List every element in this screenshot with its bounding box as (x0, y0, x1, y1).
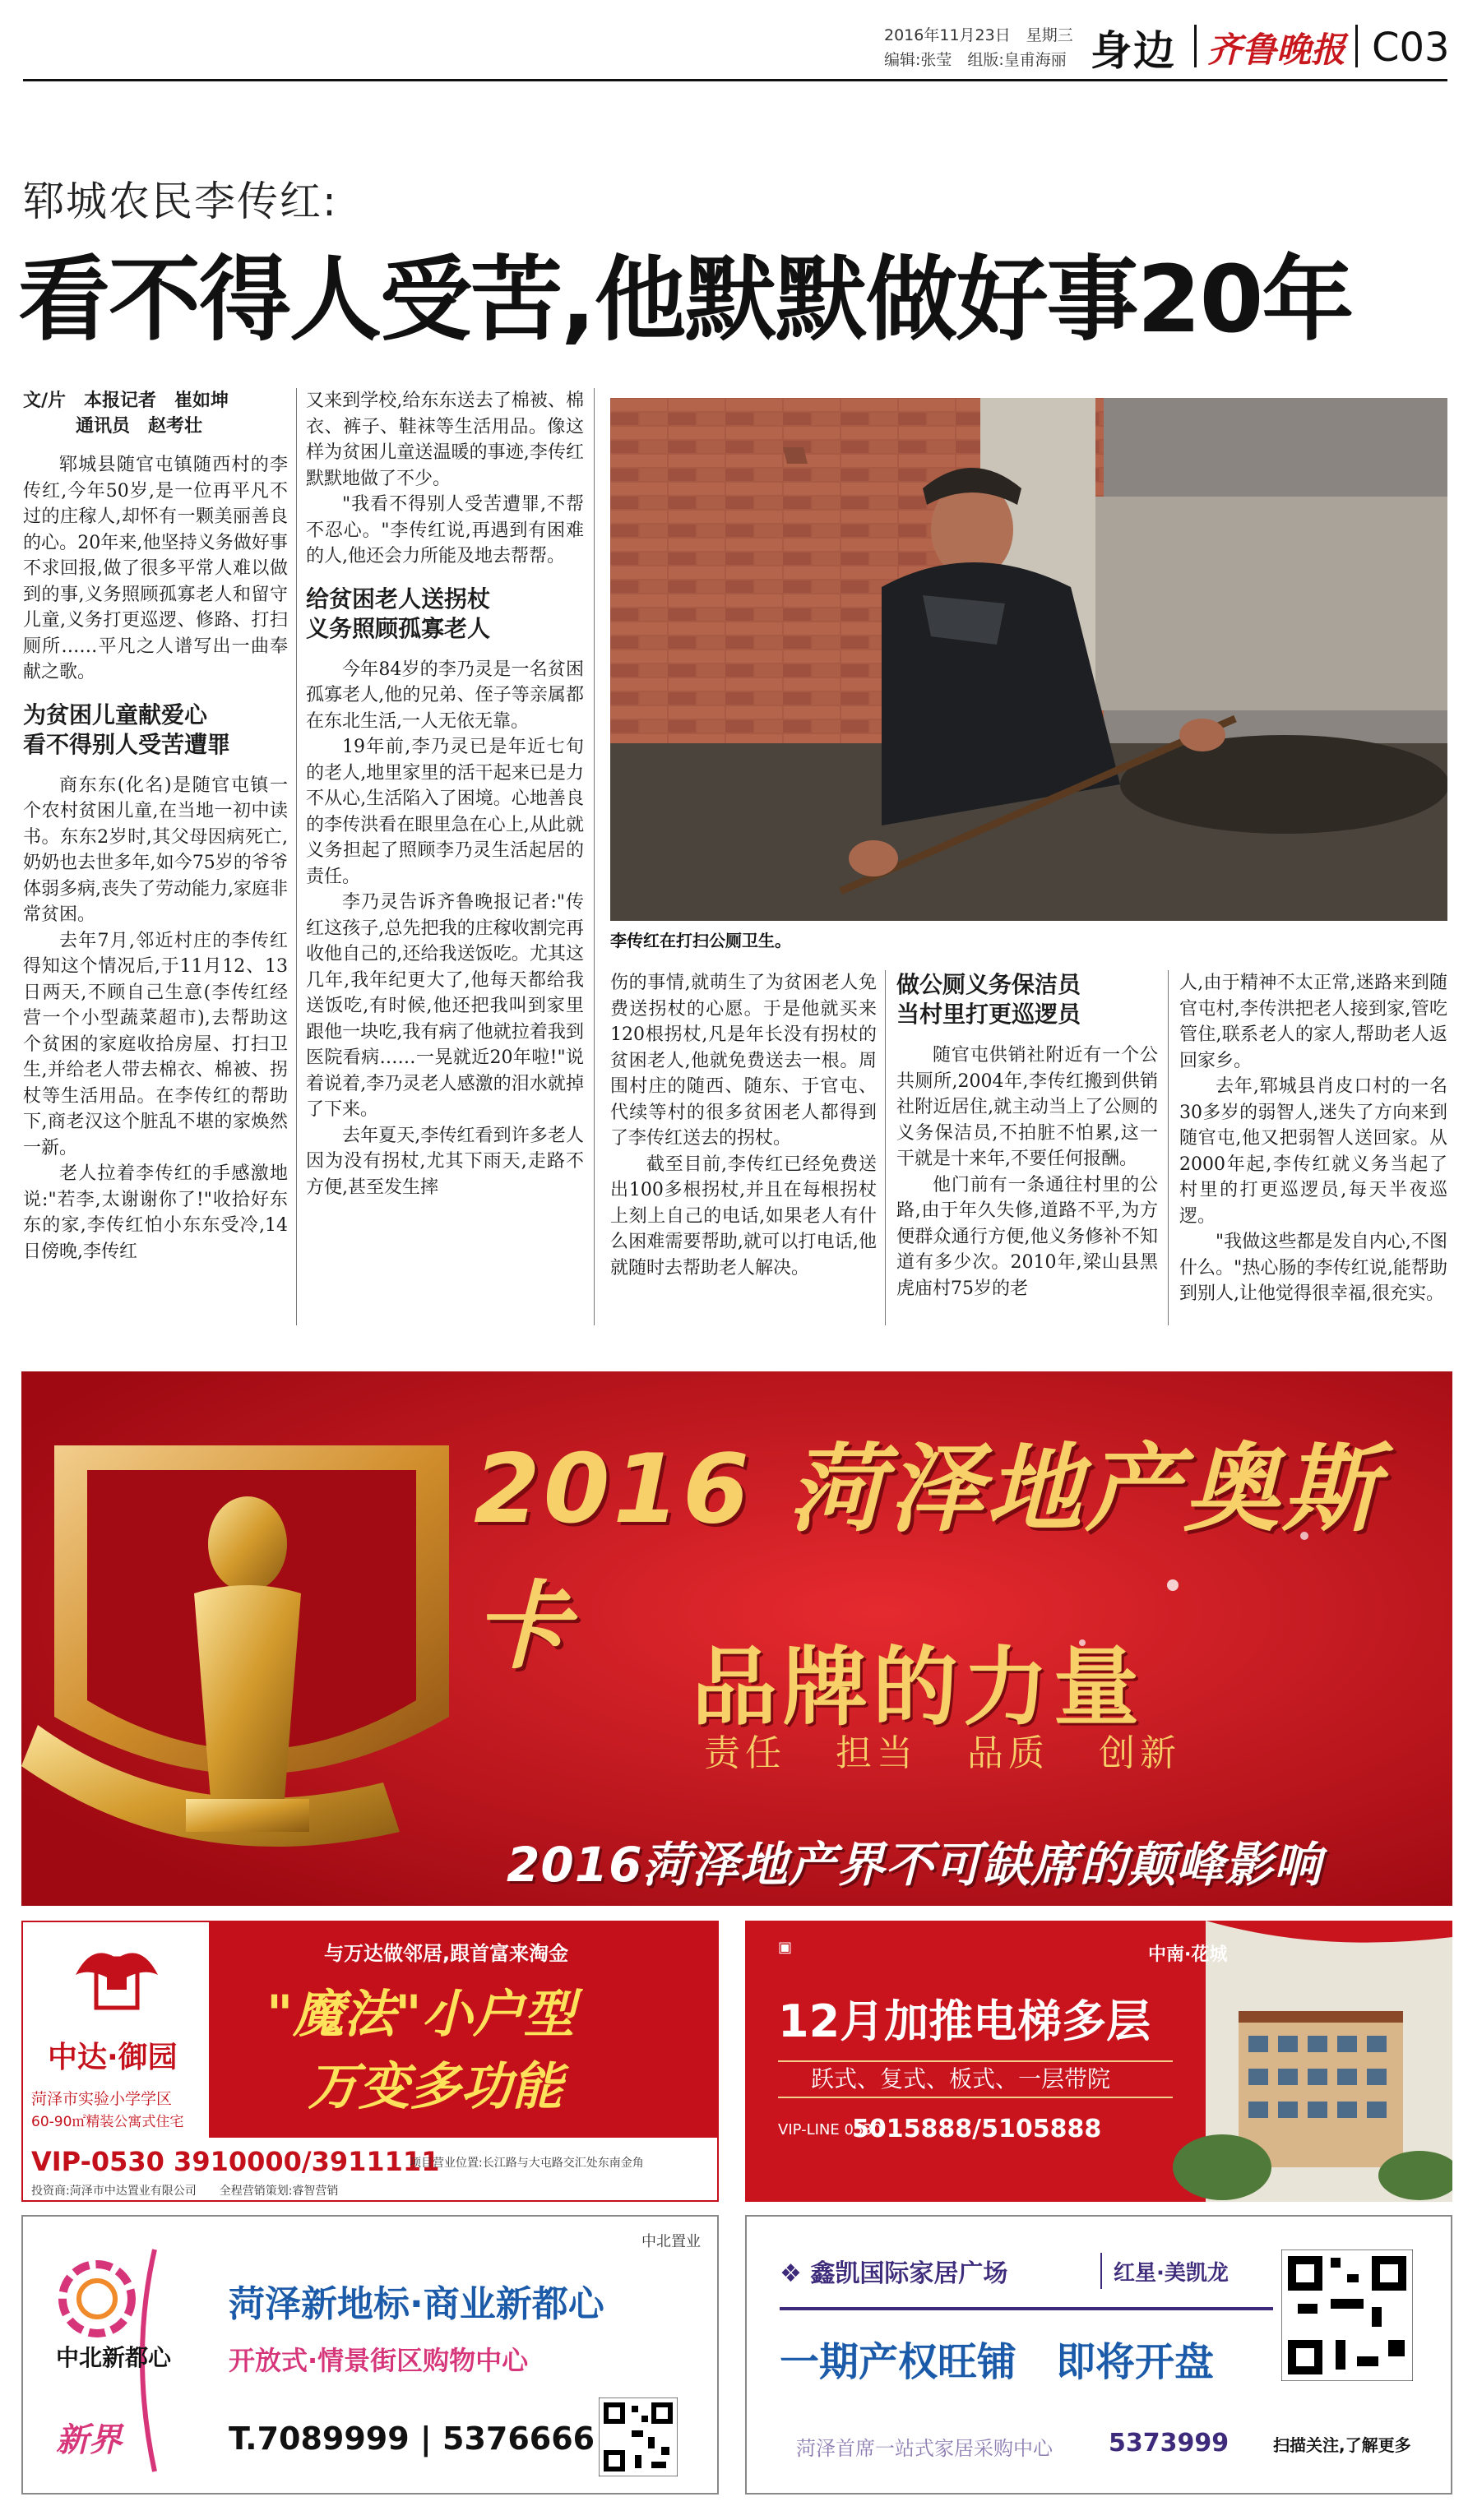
paragraph: 截至目前,李传红已经免费送出100多根拐杖,并且在每根拐杖上刻上自己的电话,如果老人有什么困难需要帮助,就可以打电话,他就随时去帮助老人解决。 (610, 1154, 877, 1278)
ad-brand-name: 鑫凯国际家居广场 (810, 2259, 1008, 2288)
ad-developer: 中北置业 (641, 2233, 701, 2250)
header-divider (1355, 25, 1358, 67)
header-rule (23, 79, 1447, 81)
paragraph: 19年前,李乃灵已是年近七旬的老人,地里家里的活干起来已是力不从心,生活陷入了困境。心地善良的李传洪看在眼里急在心上,从此就义务担起了照顾李乃灵生活起居的责任。 (306, 737, 584, 887)
ad-brand: 中南·花城 (1148, 1944, 1228, 1965)
subheading: 为贫困儿童献爱心 看不得别人受苦遭罪 (23, 701, 231, 758)
page-number: C03 (1372, 25, 1450, 71)
article-headline: 看不得人受苦,他默默做好事20年 (18, 247, 1353, 354)
ad-slogan: 品牌的力量 (692, 1637, 1145, 1737)
paragraph: 他门前有一条通往村里的公路,由于年久失修,道路不平,为方便群众通行方便,他义务修补不知道有多少次。2010年,梁山县黑虎庙村75岁的老 (896, 1174, 1158, 1299)
brand-divider (1100, 2253, 1102, 2289)
paragraph: "我做这些都是发自内心,不图什么。"热心肠的李传红说,能帮助到别人,让他觉得很幸福,很充实。 (1179, 1232, 1447, 1304)
ad-address: 项目营业位置:长江路与大屯路交汇处东南金角 (410, 2157, 644, 2170)
paragraph: 人,由于精神不太正常,迷路来到随官屯村,李传洪把老人接到家,管吃管住,联系老人的家人,帮助老人返回家乡。 (1179, 973, 1447, 1071)
ad-values: 责任 担当 品质 创新 (704, 1732, 1181, 1774)
ad-vip-phone: VIP-0530 3910000/3911111 (31, 2146, 440, 2177)
article-column-4 (896, 970, 1158, 1302)
ad-size: 60-90㎡精装公寓式住宅 (31, 2114, 184, 2130)
byline-reporter: 文/片 本报记者 崔如坤 (23, 391, 229, 411)
paragraph: "我看不得别人受苦遭罪,不帮不忍心。"李传红说,再遇到有困难的人,他还会力所能及地去帮帮。 (306, 494, 584, 566)
real-estate-oscar-ad[interactable] (21, 1371, 1452, 1906)
ad-line-1: "魔法"小户型 (266, 1984, 575, 2044)
phone-label: T. (229, 2421, 257, 2457)
ad-brand: 中达·御园 (48, 2041, 178, 2074)
ad-developer: ▣ (778, 1939, 793, 1956)
article-column-2 (306, 388, 584, 1200)
photo-caption: 李传红在打扫公厕卫生。 (610, 931, 791, 950)
section-title: 身边 (1091, 27, 1176, 75)
article-column-5 (1179, 970, 1447, 1307)
ad-sub: 菏泽首席一站式家居采购中心 (796, 2437, 1053, 2460)
ad-logo-panel (23, 1922, 209, 2138)
paragraph: 又来到学校,给东东送去了棉被、棉衣、裤子、鞋袜等生活用品。像这样为贫困儿童送温暖的事迹,李传红默默地做了不少。 (306, 391, 584, 489)
subheading: 给贫困老人送拐杖 义务照顾孤寡老人 (306, 585, 491, 642)
ad-red-panel (209, 1922, 717, 2138)
ad-title: 2016 菏泽地产奥斯卡 (474, 1434, 1382, 1682)
editors: 编辑:张莹 组版:皇甫海丽 (884, 51, 1067, 69)
article-kicker: 郓城农民李传红: (23, 178, 338, 225)
page-header (0, 0, 1468, 79)
article-column-3 (610, 970, 877, 1281)
ad-partner: 红星·美凯龙 (1114, 2261, 1229, 2286)
zhongda-yuyuan-ad[interactable] (21, 1921, 719, 2202)
ad-phone: 5373999 (1109, 2429, 1230, 2458)
man-sweeping-photo (610, 398, 1447, 921)
phone-numbers: 7089999 | 5376666 (257, 2421, 595, 2457)
byline (23, 388, 288, 439)
ad-brand (780, 2253, 1007, 2289)
ad-footer: 投资商:菏泽市中达置业有限公司 全程营销策划:睿智营销 (31, 2185, 339, 2198)
byline-correspondent: 通讯员 赵考壮 (76, 416, 203, 437)
ad-vip-label: VIP-LINE 0530 (778, 2121, 882, 2139)
ad-rule (780, 2307, 1273, 2310)
ad-subbrand: 新界 (56, 2421, 122, 2459)
ad-school: 菏泽市实验小学学区 (31, 2090, 173, 2108)
ad-headline: 一期产权旺铺 即将开盘 (780, 2339, 1215, 2385)
qr-code-icon[interactable] (1281, 2250, 1413, 2381)
ad-brand: 中北新都心 (56, 2344, 172, 2371)
paragraph: 今年84岁的李乃灵是一名贫困孤寡老人,他的兄弟、侄子等亲属都在东北生活,一人无依无靠。 (306, 659, 584, 732)
newspaper-logo: 齐鲁晚报 (1207, 30, 1346, 70)
column-rule (594, 388, 595, 1325)
paragraph: 随官屯供销社附近有一个公共厕所,2004年,李传红搬到供销社附近居住,就主动当上了公厕的义务保洁员,不拍脏不怕累,这一干就是十来年,不要任何报酬。 (896, 1045, 1158, 1169)
issue-date: 2016年11月23日 星期三 (884, 26, 1073, 44)
paragraph: 伤的事情,就萌生了为贫困老人免费送拐杖的心愿。于是他就买来120根拐杖,凡是年长没有拐杖的贫困老人,他就免费送去一根。周围村庄的随西、随东、于官屯、代续等村的很多贫困老人都得到了李传红送去的拐杖。 (610, 973, 877, 1149)
paragraph: 去年,郓城县肖皮口村的一名30多岁的弱智人,迷失了方向来到随官屯,他又把弱智人送回家。从2000年起,李传红就义务当起了村里的打更巡逻员,每天半夜巡逻。 (1179, 1076, 1447, 1227)
qr-caption: 扫描关注,了解更多 (1273, 2435, 1411, 2455)
paragraph: 李乃灵告诉齐鲁晚报记者:"传红这孩子,总先把我的庄稼收割完再收他自己的,还给我送饭吃。尤其这几年,我年纪更大了,他每天都给我送饭吃,有时候,他还把我叫到家里跟他一块吃,我有病了他就拉着我到医院看病……一晃就近20年啦!"说着说着,李乃灵老人感激的泪水就掉了下来。 (306, 892, 584, 1120)
ad-top-line: 与万达做邻居,跟首富来淘金 (324, 1942, 569, 1965)
column-rule (296, 388, 297, 1325)
page-meta (884, 23, 1073, 72)
xinkai-furniture-plaza-ad[interactable] (745, 2215, 1452, 2495)
qr-code-icon[interactable] (599, 2397, 678, 2476)
column-rule (1168, 970, 1169, 1325)
subheading: 做公厕义务保洁员 当村里打更巡逻员 (896, 971, 1081, 1028)
xinkai-logo-icon: ❖ (780, 2259, 811, 2288)
column-rule (885, 970, 886, 1325)
ad-headline: 12月加推电梯多层 (778, 1995, 1151, 2047)
ad-phone (229, 2421, 595, 2457)
ad-line-2: 开放式·情景街区购物中心 (229, 2345, 529, 2376)
ad-types: 跃式、复式、板式、一层带院 (778, 2060, 1173, 2098)
ad-line-2: 万变多功能 (308, 2056, 563, 2116)
new-city-center-ad[interactable] (21, 2215, 719, 2495)
article-photo (610, 398, 1447, 921)
ad-line-1: 菏泽新地标·商业新都心 (229, 2283, 604, 2325)
ad-tagline: 2016菏泽地产界不可缺席的颠峰影响 (507, 1837, 1322, 1893)
paragraph: 去年夏天,李传红看到许多老人因为没有拐杖,尤其下雨天,走路不方便,甚至发生摔 (306, 1125, 584, 1198)
paragraph: 郓城县随官屯镇随西村的李传红,今年50岁,是一位再平凡不过的庄稼人,却怀有一颗美丽善良的心。20年来,他坚持义务做好事不求回报,做了很多平常人难以做到的事,义务照顾孤寡老人和留守儿童,义务打更巡逻、修路、打扫厕所……平凡之人谱写出一曲奉献之歌。 (23, 455, 288, 682)
paragraph: 去年7月,邻近村庄的李传红得知这个情况后,于11月12、13日两天,不顾自己生意(李传红经营一个小型蔬菜超市),去帮助这个贫困的家庭收拾房屋、打扫卫生,并给老人带去棉衣、棉被、拐杖等生活用品。在李传红的帮助下,商老汉这个脏乱不堪的家焕然一新。 (23, 930, 288, 1158)
paragraph: 老人拉着李传红的手感激地说:"若李,太谢谢你了!"收拾好东东的家,李传红怕小东东受冷,14日傍晚,李传红 (23, 1163, 288, 1262)
dragon-logo-icon (67, 1942, 166, 2032)
zhongnan-huacheng-ad[interactable] (745, 1921, 1452, 2202)
ad-phone: 5015888/5105888 (852, 2115, 1102, 2143)
paragraph: 商东东(化名)是随官屯镇一个农村贫困儿童,在当地一初中读书。东东2岁时,其父母因病死亡,奶奶也去世多年,如今75岁的爷爷体弱多病,丧失了劳动能力,家庭非常贫困。 (23, 774, 288, 925)
header-divider (1194, 25, 1197, 67)
article-column-1 (23, 388, 288, 1265)
